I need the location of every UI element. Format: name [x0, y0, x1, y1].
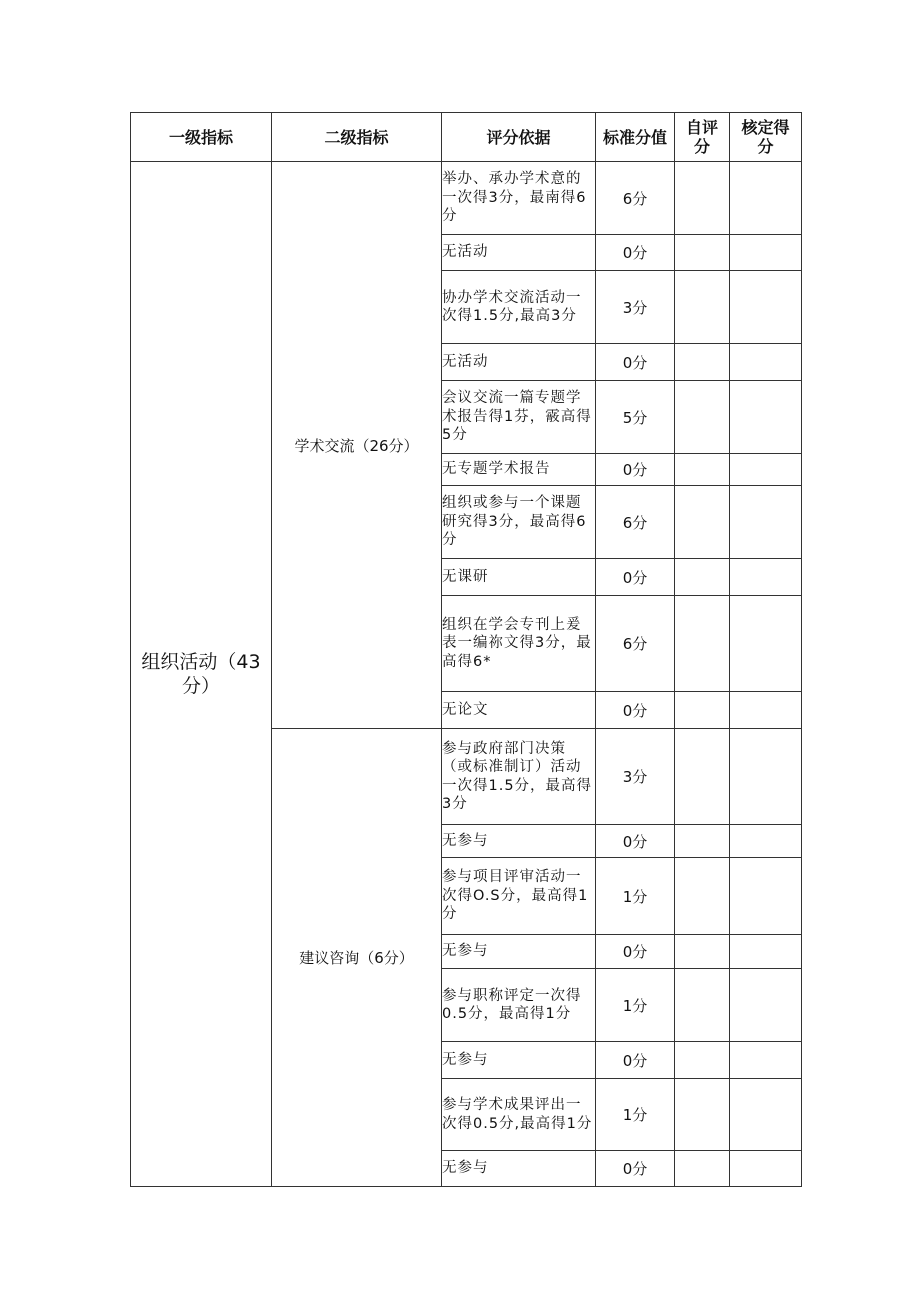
- self-score-cell[interactable]: [675, 344, 730, 381]
- level2-indicator-advisory: 建议咨询（6分）: [272, 729, 442, 1187]
- basis-cell: 无课研: [442, 559, 596, 596]
- verified-score-cell[interactable]: [730, 692, 802, 729]
- verified-score-cell[interactable]: [730, 1151, 802, 1187]
- self-score-cell[interactable]: [675, 825, 730, 858]
- self-score-cell[interactable]: [675, 559, 730, 596]
- basis-cell: 无活动: [442, 344, 596, 381]
- basis-cell: 无参与: [442, 1151, 596, 1187]
- header-standard-score: 标准分值: [596, 113, 675, 162]
- verified-score-cell[interactable]: [730, 935, 802, 969]
- basis-cell: 无参与: [442, 825, 596, 858]
- basis-cell: 组织或参与一个课题研究得3分，最高得6分: [442, 486, 596, 559]
- standard-score-cell: 3分: [596, 271, 675, 344]
- standard-score-cell: 1分: [596, 1079, 675, 1151]
- verified-score-cell[interactable]: [730, 454, 802, 486]
- header-row: [131, 113, 802, 162]
- standard-score-cell: 6分: [596, 486, 675, 559]
- scoring-table: [130, 112, 802, 1187]
- standard-score-cell: 6分: [596, 596, 675, 692]
- verified-score-cell[interactable]: [730, 1079, 802, 1151]
- self-score-cell[interactable]: [675, 486, 730, 559]
- self-score-cell[interactable]: [675, 1042, 730, 1079]
- basis-cell: 举办、承办学术意的一次得3分，最南得6分: [442, 162, 596, 235]
- verified-score-cell[interactable]: [730, 825, 802, 858]
- level1-indicator: 组织活动（43分）: [131, 162, 272, 1187]
- self-score-cell[interactable]: [675, 692, 730, 729]
- verified-score-cell[interactable]: [730, 596, 802, 692]
- verified-score-cell[interactable]: [730, 344, 802, 381]
- standard-score-cell: 0分: [596, 454, 675, 486]
- header-level1: 一级指标: [131, 113, 272, 162]
- basis-cell: 无论文: [442, 692, 596, 729]
- basis-cell: 无参与: [442, 1042, 596, 1079]
- verified-score-cell[interactable]: [730, 858, 802, 935]
- self-score-cell[interactable]: [675, 1079, 730, 1151]
- level2-indicator-academic: 学术交流（26分）: [272, 162, 442, 729]
- self-score-cell[interactable]: [675, 969, 730, 1042]
- standard-score-cell: 0分: [596, 825, 675, 858]
- verified-score-cell[interactable]: [730, 235, 802, 271]
- basis-cell: 无参与: [442, 935, 596, 969]
- basis-cell: 协办学术交流活动一次得1.5分,最高3分: [442, 271, 596, 344]
- standard-score-cell: 0分: [596, 692, 675, 729]
- verified-score-cell[interactable]: [730, 381, 802, 454]
- self-score-cell[interactable]: [675, 1151, 730, 1187]
- verified-score-cell[interactable]: [730, 1042, 802, 1079]
- self-score-cell[interactable]: [675, 596, 730, 692]
- standard-score-cell: 0分: [596, 1042, 675, 1079]
- verified-score-cell[interactable]: [730, 969, 802, 1042]
- basis-cell: 组织在学会专刊上爰表一编祢文得3分，最高得6*: [442, 596, 596, 692]
- header-level2: 二级指标: [272, 113, 442, 162]
- verified-score-cell[interactable]: [730, 729, 802, 825]
- standard-score-cell: 0分: [596, 344, 675, 381]
- table-row: [131, 162, 802, 235]
- header-self-score: 自评分: [675, 113, 730, 162]
- basis-cell: 参与项目评审活动一次得O.S分，最高得1分: [442, 858, 596, 935]
- basis-cell: 会议交流一篇专题学术报告得1芬，霰高得5分: [442, 381, 596, 454]
- self-score-cell[interactable]: [675, 381, 730, 454]
- self-score-cell[interactable]: [675, 935, 730, 969]
- standard-score-cell: 0分: [596, 1151, 675, 1187]
- standard-score-cell: 0分: [596, 935, 675, 969]
- basis-cell: 参与学术成果评出一次得0.5分,最高得1分: [442, 1079, 596, 1151]
- self-score-cell[interactable]: [675, 271, 730, 344]
- verified-score-cell[interactable]: [730, 486, 802, 559]
- self-score-cell[interactable]: [675, 235, 730, 271]
- standard-score-cell: 0分: [596, 559, 675, 596]
- basis-cell: 无活动: [442, 235, 596, 271]
- self-score-cell[interactable]: [675, 162, 730, 235]
- standard-score-cell: 6分: [596, 162, 675, 235]
- basis-cell: 参与政府部门决策（或标准制订）活动一次得1.5分，最高得3分: [442, 729, 596, 825]
- basis-cell: 参与职称评定一次得0.5分，最高得1分: [442, 969, 596, 1042]
- standard-score-cell: 5分: [596, 381, 675, 454]
- standard-score-cell: 0分: [596, 235, 675, 271]
- standard-score-cell: 3分: [596, 729, 675, 825]
- self-score-cell[interactable]: [675, 858, 730, 935]
- verified-score-cell[interactable]: [730, 559, 802, 596]
- self-score-cell[interactable]: [675, 729, 730, 825]
- standard-score-cell: 1分: [596, 969, 675, 1042]
- self-score-cell[interactable]: [675, 454, 730, 486]
- standard-score-cell: 1分: [596, 858, 675, 935]
- header-verified-score: 核定得分: [730, 113, 802, 162]
- header-basis: 评分依据: [442, 113, 596, 162]
- basis-cell: 无专题学术报告: [442, 454, 596, 486]
- verified-score-cell[interactable]: [730, 271, 802, 344]
- verified-score-cell[interactable]: [730, 162, 802, 235]
